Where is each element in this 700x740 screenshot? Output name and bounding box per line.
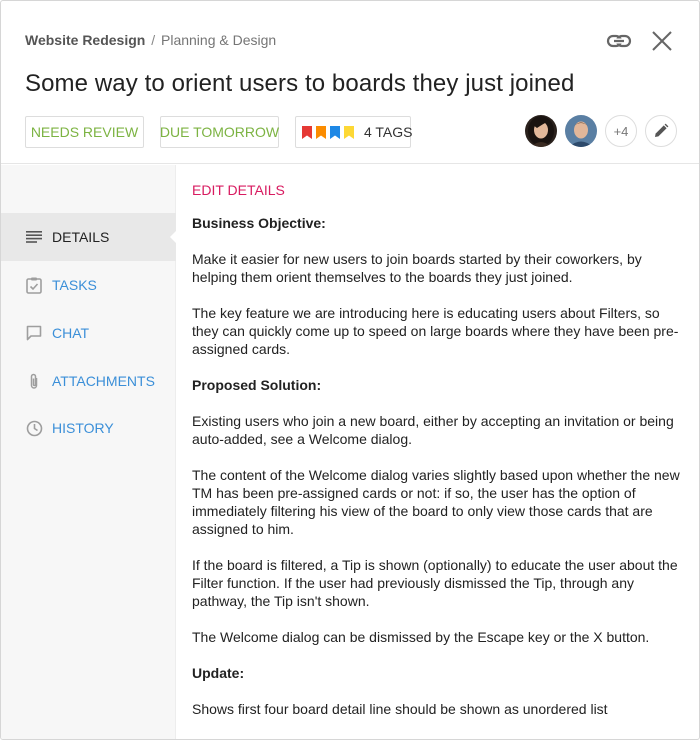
sidebar-item-tasks[interactable]: [1, 261, 176, 309]
detail-paragraph: If the board is filtered, a Tip is shown (optionally) to educate the user about the Filter function. If the user had previously dismissed the Tip, through any pathway, the Tip isn't shown.: [192, 557, 678, 609]
paperclip-icon: [25, 372, 43, 390]
breadcrumb-section[interactable]: Planning & Design: [161, 32, 277, 48]
section-heading: Update:: [192, 665, 245, 681]
chat-bubble-icon: [25, 324, 43, 342]
sidebar-item-label: TASKS: [52, 277, 97, 293]
close-icon: [649, 28, 675, 54]
tag-flag-icon: [330, 126, 340, 139]
more-assignees-button[interactable]: +4: [605, 115, 637, 147]
breadcrumb-separator: /: [151, 32, 156, 48]
sidebar-item-label: DETAILS: [52, 229, 110, 245]
tags-button[interactable]: [295, 116, 411, 148]
avatar: [565, 115, 597, 147]
clock-icon: [25, 419, 43, 437]
detail-paragraph: Shows first four board detail line should be shown as unordered list: [192, 701, 608, 717]
card-header: [1, 1, 699, 164]
copy-link-button[interactable]: [605, 29, 633, 53]
detail-paragraph: Existing users who join a new board, either by accepting an invitation or being auto-added, see a Welcome dialog.: [192, 413, 674, 447]
section-heading: Business Objective:: [192, 215, 326, 231]
edit-details-link[interactable]: EDIT DETAILS: [192, 182, 285, 198]
sidebar-item-details[interactable]: [1, 213, 176, 261]
sidebar-item-label: HISTORY: [52, 420, 114, 436]
clipboard-check-icon: [25, 276, 43, 294]
detail-paragraph: Make it easier for new users to join boards started by their coworkers, by helping them orient themselves to the boards they just joined.: [192, 251, 642, 285]
pencil-icon: [653, 123, 669, 139]
assignee-avatar[interactable]: [565, 115, 597, 147]
tags-label: 4 TAGS: [364, 124, 413, 140]
detail-paragraph: The content of the Welcome dialog varies slightly based upon whether the new TM has been pre-assigned cards or not: if so, the user has the option of immediately filtering his view of the board to only view those cards that are assigned to him.: [192, 467, 680, 537]
tag-flags: [302, 126, 354, 139]
sidebar-item-attachments[interactable]: [1, 357, 176, 405]
close-button[interactable]: [649, 28, 675, 54]
sidebar-item-chat[interactable]: [1, 309, 176, 357]
assignee-avatar[interactable]: [525, 115, 557, 147]
breadcrumb-project[interactable]: Website Redesign: [25, 32, 146, 48]
detail-paragraph: The Welcome dialog can be dismissed by the Escape key or the X button.: [192, 629, 650, 645]
link-icon: [605, 29, 633, 53]
sidebar-item-label: ATTACHMENTS: [52, 373, 155, 389]
lines-icon: [25, 228, 43, 246]
detail-paragraph: The key feature we are introducing here is educating users about Filters, so they can quickly come up to speed on large boards where they have been pre-assigned cards.: [192, 305, 679, 357]
section-heading: Proposed Solution:: [192, 377, 322, 393]
sidebar-item-history[interactable]: [1, 404, 176, 452]
tag-flag-icon: [302, 126, 312, 139]
sidebar-item-label: CHAT: [52, 325, 90, 341]
edit-assignees-button[interactable]: [645, 115, 677, 147]
tag-flag-icon: [316, 126, 326, 139]
needs-review-tag[interactable]: NEEDS REVIEW: [25, 116, 144, 148]
tag-flag-icon: [344, 126, 354, 139]
avatar: [525, 115, 557, 147]
card-title: Some way to orient users to boards they just joined: [25, 70, 575, 97]
sidebar-nav: [1, 165, 176, 740]
due-date-tag[interactable]: DUE TOMORROW: [160, 116, 279, 148]
breadcrumb: [25, 32, 276, 48]
